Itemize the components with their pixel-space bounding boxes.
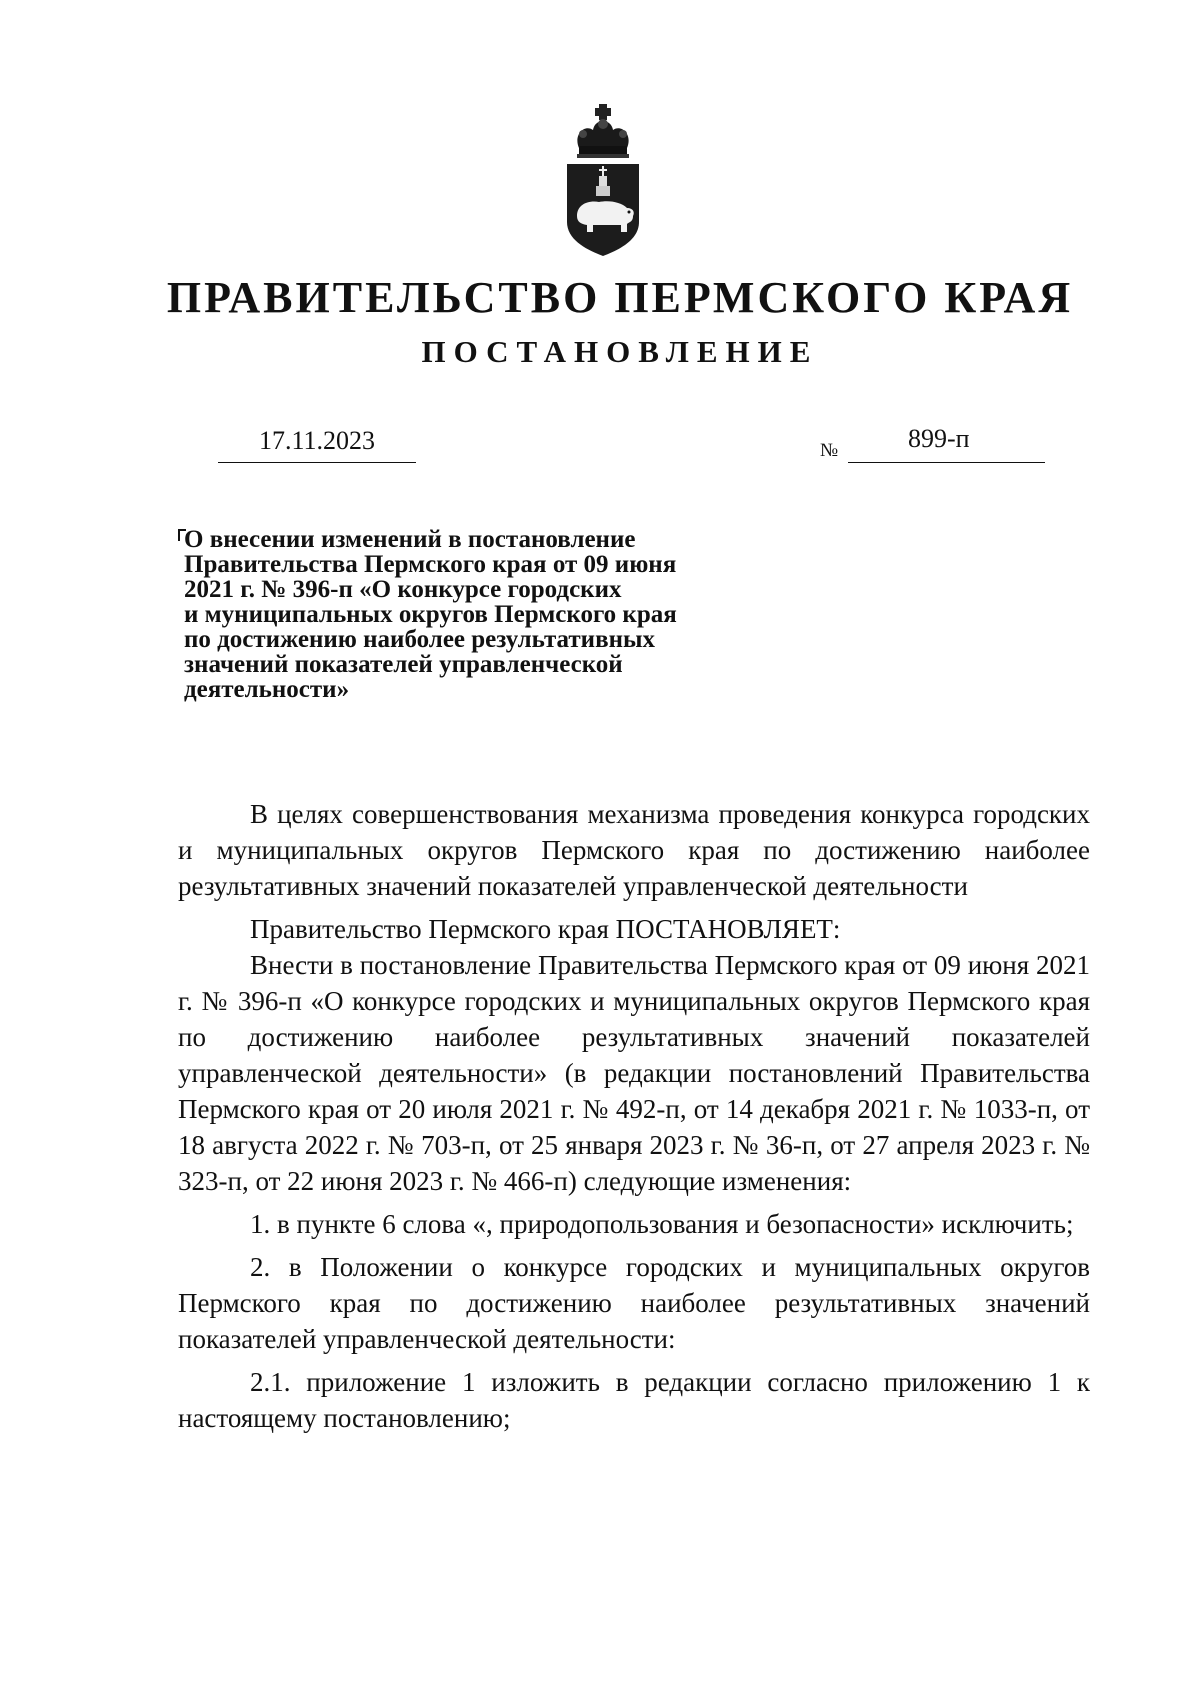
document-number	[848, 422, 1045, 463]
body-paragraph: 2.1. приложение 1 изложить в редакции согласно приложению 1 к настоящему постановлению;	[178, 1367, 1090, 1433]
body-paragraph: В целях совершенствования механизма проведения конкурса городских и муниципальных округов Пермского края по достижению наиболее результативных значений показателей управленческой деятельности	[178, 799, 1090, 901]
document-body	[178, 796, 1090, 1436]
document-type: ПОСТАНОВЛЕНИЕ	[421, 334, 819, 369]
coat-of-arms-icon	[563, 104, 643, 258]
heading-line: Правительства Пермского края от 09 июня	[184, 551, 677, 578]
document-date: 17.11.2023	[218, 426, 416, 463]
heading-corner-mark	[178, 529, 186, 541]
body-paragraph: Правительство Пермского края ПОСТАНОВЛЯЕТ:	[250, 914, 841, 944]
heading-line: и муниципальных округов Пермского края	[184, 601, 677, 628]
number-label: №	[820, 440, 839, 461]
heading-line: 2021 г. № 396-п «О конкурсе городских	[184, 576, 622, 603]
heading-line: деятельности»	[184, 676, 350, 703]
heading-line: значений показателей управленческой	[184, 651, 623, 678]
body-paragraph: Внести в постановление Правительства Пермского края от 09 июня 2021 г. № 396-п «О конкурсе городских и муниципальных округов Пермского края по достижению наиболее результативных значений показателей управленческой деятельности» (в редакции постановлений Правительства Пермского края от 20 июля 2021 г. № 492-п, от 14 декабря 2021 г. № 1033-п, от 18 августа 2022 г. № 703-п, от 25 января 2023 г. № 36-п, от 27 апреля 2023 г. № 323-п, от 22 июня 2023 г. № 466-п) следующие изменения:	[178, 950, 1090, 1196]
document-heading	[184, 527, 764, 702]
organization-title: ПРАВИТЕЛЬСТВО ПЕРМСКОГО КРАЯ	[166, 273, 1074, 322]
heading-line: О внесении изменений в постановление	[184, 526, 636, 553]
body-paragraph: 1. в пункте 6 слова «, природопользования и безопасности» исключить;	[250, 1209, 1074, 1239]
heading-line: по достижению наиболее результативных	[184, 626, 655, 653]
body-paragraph: 2. в Положении о конкурсе городских и муниципальных округов Пермского края по достижению наиболее результативных значений показателей управленческой деятельности:	[178, 1252, 1090, 1354]
document-number-value: 899-п	[908, 424, 970, 453]
